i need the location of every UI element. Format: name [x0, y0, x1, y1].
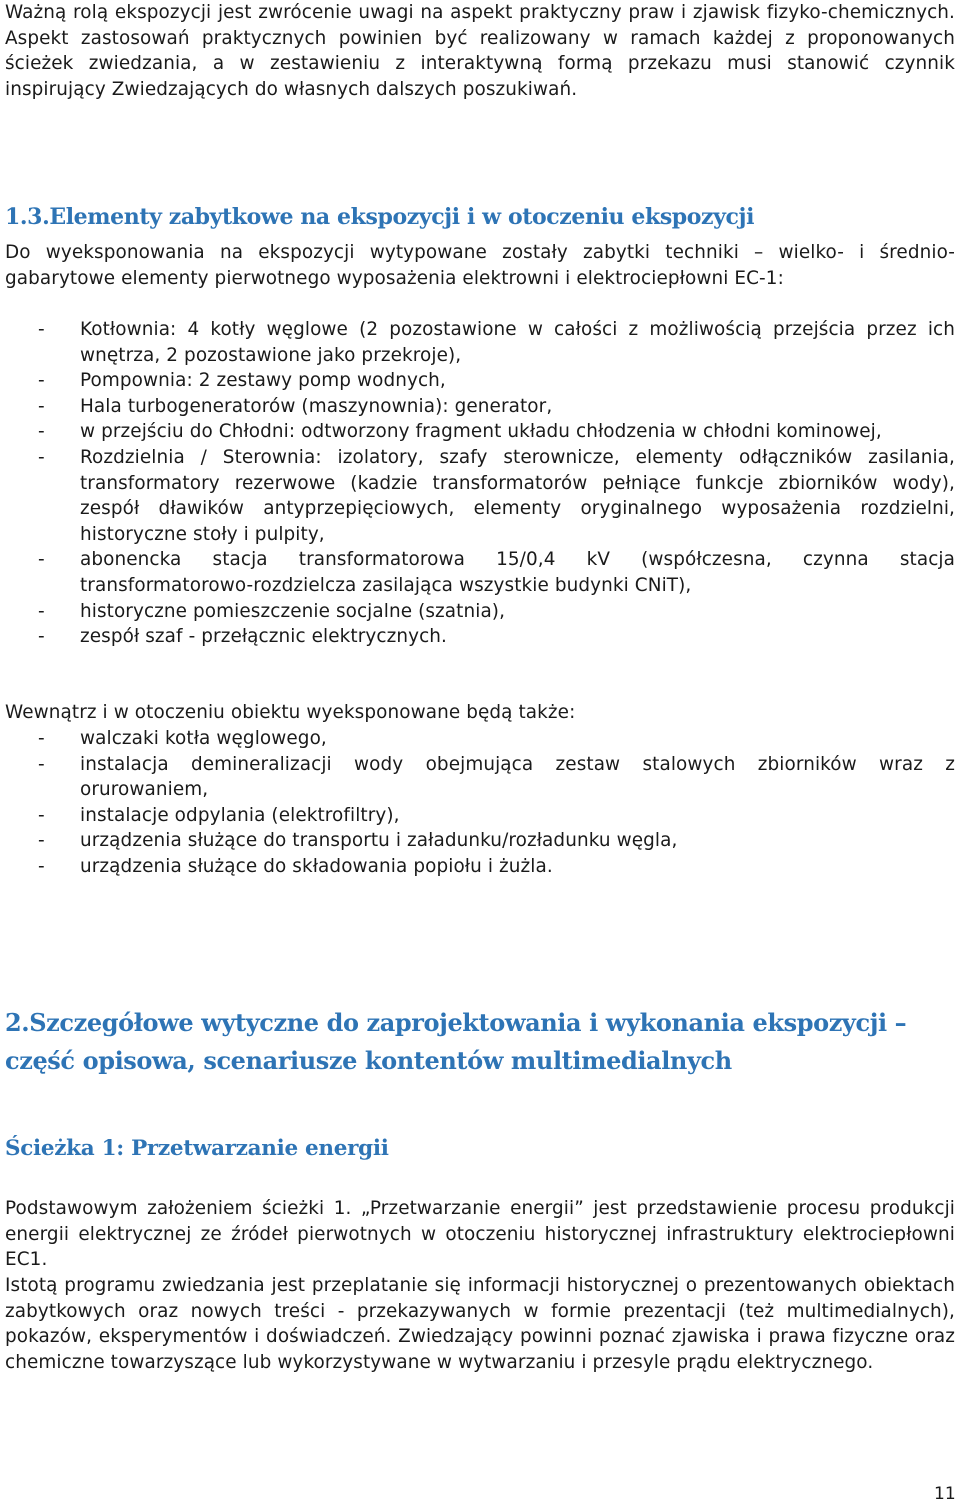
section-heading-2: [5, 1004, 955, 1080]
list-dash: -: [38, 855, 45, 877]
list-item: [5, 803, 955, 829]
list-item: [5, 599, 955, 625]
list-dash: -: [38, 549, 45, 571]
list-item: [5, 726, 955, 752]
list-item-text: instalacje odpylania (elektrofiltry),: [80, 804, 400, 826]
section-1-3-intro: Do wyeksponowania na ekspozycji wytypowane zostały zabytki techniki – wielko- i średnio-gabarytowe elementy pierwotnego wyposażenia elektrowni i elektrociepłowni EC-1:: [5, 242, 955, 289]
section-heading-1-3: 1.3.Elementy zabytkowe na ekspozycji i w otoczeniu ekspozycji: [5, 204, 755, 230]
list-dash: -: [38, 395, 45, 417]
list-dash: -: [38, 830, 45, 852]
list-item-text: instalacja demineralizacji wody obejmująca zestaw stalowych zbiorników wraz z orurowaniem,: [80, 753, 955, 801]
list-item: [5, 317, 955, 368]
list-item-text: zespół szaf - przełącznic elektrycznych.: [80, 626, 447, 648]
list-item-text: urządzenia służące do składowania popiołu i żużla.: [80, 855, 553, 877]
list-dash: -: [38, 421, 45, 443]
list-item-text: Pompownia: 2 zestawy pomp wodnych,: [80, 370, 446, 392]
list-dash: -: [38, 600, 45, 622]
surroundings-list: [5, 726, 955, 880]
list-dash: -: [38, 804, 45, 826]
list-item-text: Hala turbogeneratorów (maszynownia): generator,: [80, 395, 553, 417]
list-item-text: Kotłownia: 4 kotły węglowe (2 pozostawione w całości z możliwością przejścia przez ich wnętrza, 2 pozostawione jako przekroje),: [80, 319, 955, 366]
path-1-paragraph-1: Podstawowym założeniem ścieżki 1. „Przetwarzanie energii” jest przedstawienie procesu produkcji energii elektrycznej ze źródeł pierwotnych w otoczeniu historycznej infrastruktury elektrociepłowni EC1.: [5, 1198, 955, 1271]
path-1-heading: Ścieżka 1: Przetwarzanie energii: [5, 1136, 389, 1161]
list-item: [5, 752, 955, 803]
list-dash: -: [38, 753, 45, 775]
section-heading-2-line2: część opisowa, scenariusze kontentów multimedialnych: [5, 1046, 732, 1075]
list-item: [5, 368, 955, 394]
list-item-text: walczaki kotła węglowego,: [80, 728, 327, 749]
list-item: [5, 445, 955, 547]
list-dash: -: [38, 626, 45, 648]
path-1-paragraph-2: Istotą programu zwiedzania jest przeplatanie się informacji historycznej o prezentowanych obiektach zabytkowych oraz nowych treści - przekazywanych w formie prezentacji (też multimedialnych), pokazów, eksperymentów i doświadczeń. Zwiedzający powinni poznać zjawiska i prawa fizyczne oraz chemiczne towarzyszące lub wykorzystywane w wytwarzaniu i przesyle prądu elektrycznego.: [5, 1275, 955, 1373]
list-item: [5, 624, 955, 650]
intro-paragraph: Ważną rolą ekspozycji jest zwrócenie uwagi na aspekt praktyczny praw i zjawisk fizyko-chemicznych. Aspekt zastosowań praktycznych powinien być realizowany w ramach każdej z proponowanych ścieżek zwiedzania, a w zestawieniu z interaktywną formą przekazu musi stanowić czynnik inspirujący Zwiedzających do własnych dalszych poszukiwań.: [5, 2, 955, 100]
list-item: [5, 419, 955, 445]
list-item: [5, 547, 955, 598]
section-heading-2-line1: 2.Szczegółowe wytyczne do zaprojektowania i wykonania ekspozycji –: [5, 1008, 907, 1037]
list-item-text: abonencka stacja transformatorowa 15/0,4 kV (współczesna, czynna stacja transformatorowo-rozdzielcza zasilająca wszystkie budynki CNiT),: [80, 549, 955, 596]
list-dash: -: [38, 370, 45, 392]
list-dash: -: [38, 319, 45, 340]
surroundings-intro: Wewnątrz i w otoczeniu obiektu wyeksponowane będą także:: [5, 702, 576, 723]
list-item: [5, 854, 955, 880]
list-dash: -: [38, 446, 45, 468]
list-item: [5, 828, 955, 854]
page-number: 11: [934, 1484, 956, 1504]
list-item-text: w przejściu do Chłodni: odtworzony fragment układu chłodzenia w chłodni kominowej,: [80, 421, 882, 443]
monument-list: [5, 317, 955, 650]
list-item-text: historyczne pomieszczenie socjalne (szatnia),: [80, 600, 506, 622]
list-dash: -: [38, 728, 45, 749]
list-item-text: Rozdzielnia / Sterownia: izolatory, szafy sterownicze, elementy odłączników zasilania, transformatory rezerwowe (kadzie transformatorów pełniące funkcje zbiorników wody), zespół dławików antyprzepięciowych, elementy oryginalnego wyposażenia rozdzielni, historyczne stoły i pulpity,: [80, 446, 955, 545]
list-item: [5, 394, 955, 420]
list-item-text: urządzenia służące do transportu i załadunku/rozładunku węgla,: [80, 830, 678, 852]
